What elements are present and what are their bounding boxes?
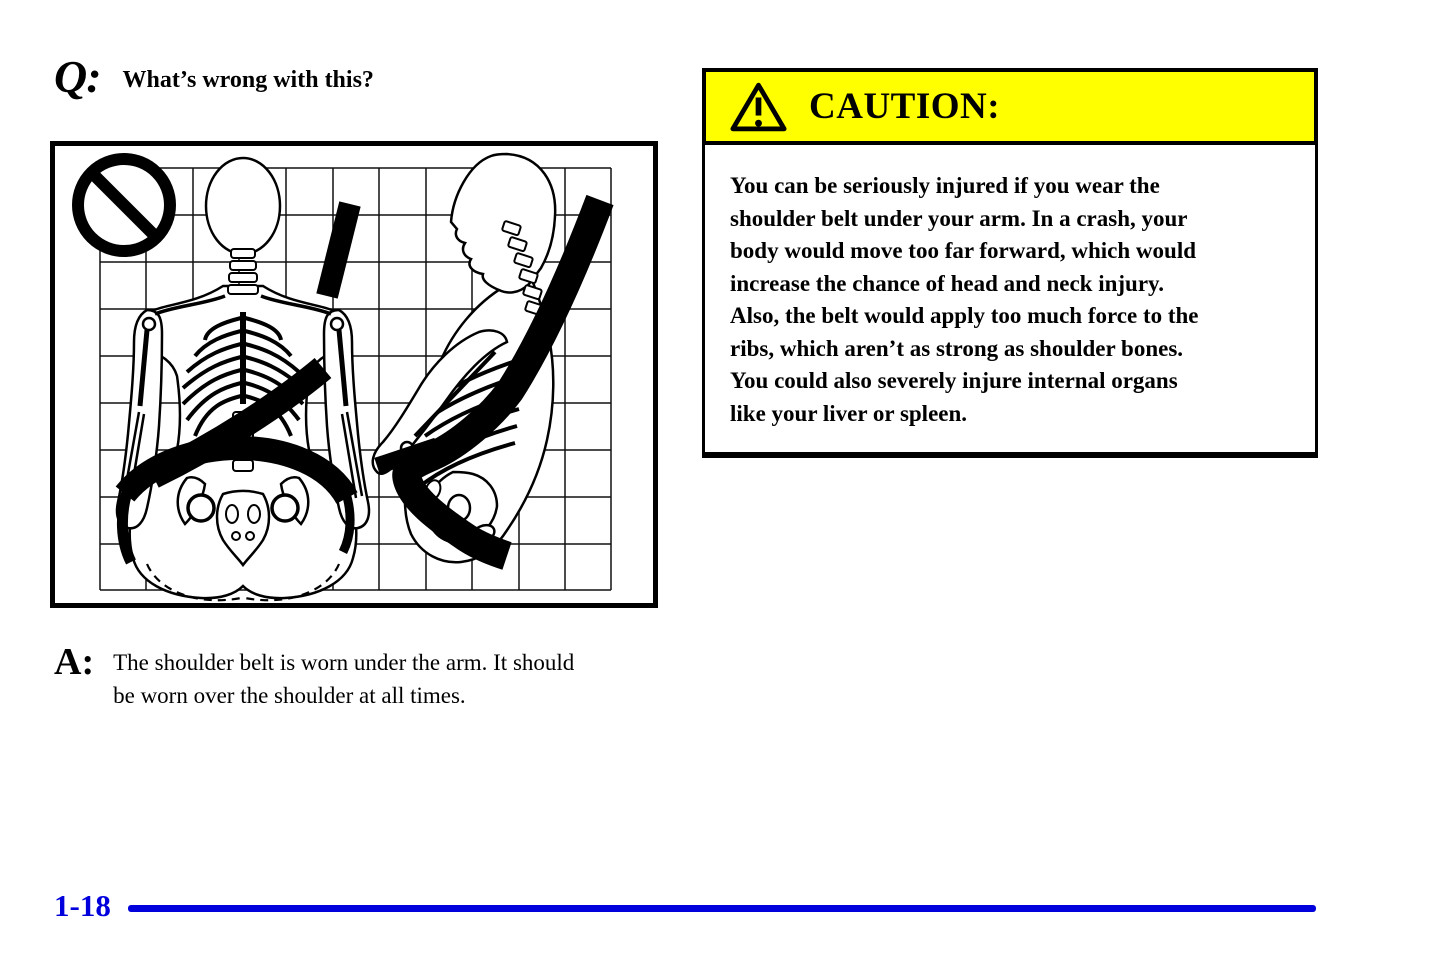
caution-body xyxy=(702,145,1318,458)
question-label: Q: xyxy=(54,51,101,102)
caution-title: CAUTION: xyxy=(809,86,1001,127)
caution-line: like your liver or spleen. xyxy=(730,400,968,426)
caution-line: You can be seriously injured if you wear the xyxy=(730,173,1160,198)
seatbelt-illustration xyxy=(55,146,653,603)
answer-line: be worn over the shoulder at all times. xyxy=(113,683,466,708)
answer-label: A: xyxy=(54,641,95,683)
answer-text xyxy=(113,646,574,712)
question-text: What’s wrong with this? xyxy=(122,67,374,93)
caution-line: You could also severely injure internal organs xyxy=(730,368,1178,393)
question-block xyxy=(54,51,374,102)
caution-header xyxy=(702,68,1318,145)
caution-line: shoulder belt under your arm. In a crash, your xyxy=(730,205,1188,231)
caution-box xyxy=(702,68,1318,458)
answer-block xyxy=(54,643,574,712)
caution-line: increase the chance of head and neck injury. xyxy=(730,270,1165,296)
answer-line: The shoulder belt is worn under the arm. It should xyxy=(113,650,575,675)
front-view-belt-upper xyxy=(327,204,350,296)
no-symbol-icon xyxy=(78,159,170,251)
caution-line: ribs, which aren’t as strong as shoulder bones. xyxy=(730,335,1184,361)
caution-line: Also, the belt would apply too much force to the xyxy=(730,303,1199,328)
page-number: 1-18 xyxy=(54,888,111,923)
illustration-frame xyxy=(50,141,658,608)
caution-line: body would move too far forward, which would xyxy=(730,238,1196,263)
footer-rule xyxy=(128,905,1316,912)
warning-triangle-icon xyxy=(730,81,787,133)
